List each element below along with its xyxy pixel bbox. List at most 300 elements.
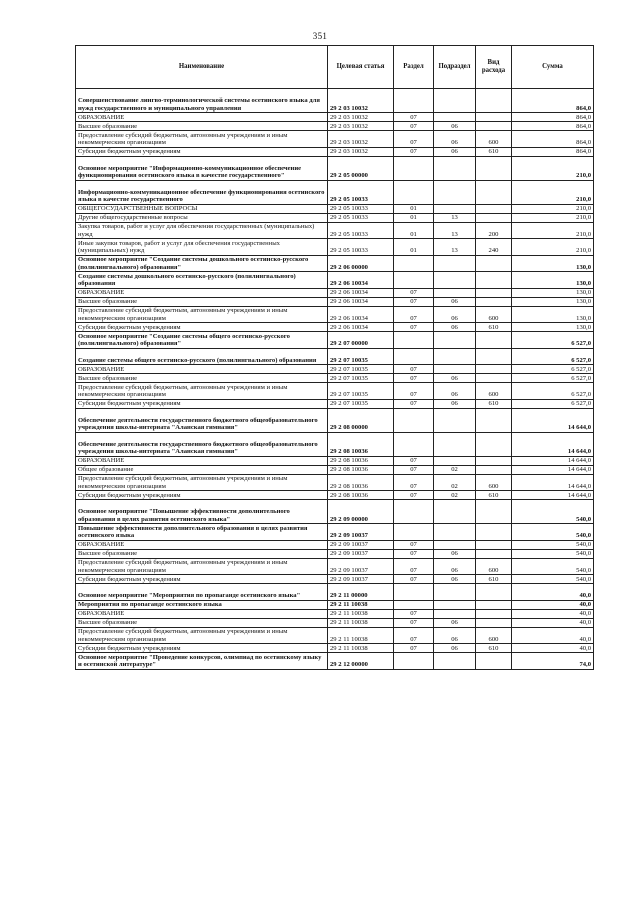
row-subsection-cell bbox=[434, 348, 476, 365]
table-row bbox=[76, 644, 594, 653]
table-row bbox=[76, 465, 594, 474]
row-code-cell: 29 2 08 10036 bbox=[328, 432, 394, 456]
row-subsection-cell: 06 bbox=[434, 297, 476, 306]
row-section-cell bbox=[394, 600, 434, 609]
table-row bbox=[76, 204, 594, 213]
row-expense-type-cell: 240 bbox=[476, 239, 512, 256]
row-section-cell: 07 bbox=[394, 147, 434, 156]
row-sum-cell: 210,0 bbox=[512, 180, 594, 204]
row-name-cell: Основное мероприятие "Информационно-коммуникационное обеспечение функционирования осетинского языка в качестве государственного" bbox=[76, 156, 328, 180]
row-name-cell: Основное мероприятие "Мероприятия по пропаганде осетинского языка" bbox=[76, 584, 328, 601]
row-section-cell bbox=[394, 180, 434, 204]
row-subsection-cell: 06 bbox=[434, 399, 476, 408]
row-section-cell bbox=[394, 332, 434, 349]
row-section-cell: 07 bbox=[394, 399, 434, 408]
row-subsection-cell bbox=[434, 180, 476, 204]
row-section-cell: 07 bbox=[394, 113, 434, 122]
row-sum-cell: 540,0 bbox=[512, 558, 594, 575]
row-subsection-cell bbox=[434, 540, 476, 549]
row-code-cell: 29 2 09 10037 bbox=[328, 524, 394, 541]
row-name-cell: Основное мероприятие "Создание системы общего осетинско-русского (полилингвального) образования" bbox=[76, 332, 328, 349]
row-section-cell: 07 bbox=[394, 540, 434, 549]
row-sum-cell: 6 527,0 bbox=[512, 348, 594, 365]
row-name-cell: Основное мероприятие "Проведение конкурсов, олимпиад по осетинскому языку и осетинской литературе" bbox=[76, 653, 328, 670]
row-code-cell: 29 2 05 10033 bbox=[328, 213, 394, 222]
row-subsection-cell bbox=[434, 332, 476, 349]
row-subsection-cell: 06 bbox=[434, 383, 476, 400]
row-section-cell: 07 bbox=[394, 306, 434, 323]
row-sum-cell: 74,0 bbox=[512, 653, 594, 670]
row-section-cell bbox=[394, 89, 434, 113]
row-expense-type-cell bbox=[476, 288, 512, 297]
row-name-cell: Обеспечение деятельности государственного бюджетного общеобразовательного учреждения школы-интерната "Аланская гимназия" bbox=[76, 408, 328, 432]
row-expense-type-cell: 600 bbox=[476, 474, 512, 491]
table-row bbox=[76, 575, 594, 584]
column-header-code: Целевая статья bbox=[328, 46, 394, 89]
row-subsection-cell bbox=[434, 156, 476, 180]
row-sum-cell: 210,0 bbox=[512, 156, 594, 180]
row-name-cell: Предоставление субсидий бюджетным, автономным учреждениям и иным некоммерческим организациям bbox=[76, 558, 328, 575]
table-row bbox=[76, 306, 594, 323]
row-subsection-cell: 06 bbox=[434, 627, 476, 644]
row-name-cell: Субсидии бюджетным учреждениям bbox=[76, 323, 328, 332]
row-subsection-cell bbox=[434, 365, 476, 374]
row-sum-cell: 210,0 bbox=[512, 239, 594, 256]
row-section-cell: 07 bbox=[394, 549, 434, 558]
row-sum-cell: 540,0 bbox=[512, 500, 594, 524]
row-code-cell: 29 2 09 10037 bbox=[328, 575, 394, 584]
row-code-cell: 29 2 09 00000 bbox=[328, 500, 394, 524]
row-section-cell: 07 bbox=[394, 558, 434, 575]
row-sum-cell: 40,0 bbox=[512, 627, 594, 644]
row-code-cell: 29 2 07 10035 bbox=[328, 399, 394, 408]
row-name-cell: ОБРАЗОВАНИЕ bbox=[76, 288, 328, 297]
row-expense-type-cell: 600 bbox=[476, 627, 512, 644]
row-section-cell bbox=[394, 255, 434, 272]
row-section-cell bbox=[394, 524, 434, 541]
row-expense-type-cell bbox=[476, 332, 512, 349]
row-expense-type-cell bbox=[476, 408, 512, 432]
table-row bbox=[76, 122, 594, 131]
row-code-cell: 29 2 05 10033 bbox=[328, 204, 394, 213]
table-row bbox=[76, 653, 594, 670]
row-code-cell: 29 2 07 00000 bbox=[328, 332, 394, 349]
row-code-cell: 29 2 03 10032 bbox=[328, 147, 394, 156]
row-name-cell: Предоставление субсидий бюджетным, автономным учреждениям и иным некоммерческим организациям bbox=[76, 306, 328, 323]
row-sum-cell: 540,0 bbox=[512, 549, 594, 558]
budget-table bbox=[75, 45, 594, 670]
row-section-cell bbox=[394, 653, 434, 670]
column-header-subsection: Подраздел bbox=[434, 46, 476, 89]
row-code-cell: 29 2 11 10038 bbox=[328, 627, 394, 644]
row-sum-cell: 6 527,0 bbox=[512, 374, 594, 383]
row-code-cell: 29 2 09 10037 bbox=[328, 540, 394, 549]
row-name-cell: Иные закупки товаров, работ и услуг для обеспечения государственных (муниципальных) нужд bbox=[76, 239, 328, 256]
row-section-cell: 01 bbox=[394, 204, 434, 213]
row-sum-cell: 130,0 bbox=[512, 306, 594, 323]
row-expense-type-cell: 610 bbox=[476, 399, 512, 408]
row-subsection-cell: 02 bbox=[434, 474, 476, 491]
row-expense-type-cell: 610 bbox=[476, 147, 512, 156]
row-name-cell: Высшее образование bbox=[76, 297, 328, 306]
row-code-cell: 29 2 12 00000 bbox=[328, 653, 394, 670]
row-name-cell: Субсидии бюджетным учреждениям bbox=[76, 147, 328, 156]
row-code-cell: 29 2 03 10032 bbox=[328, 89, 394, 113]
table-row bbox=[76, 540, 594, 549]
row-section-cell: 07 bbox=[394, 609, 434, 618]
row-subsection-cell bbox=[434, 89, 476, 113]
row-sum-cell: 864,0 bbox=[512, 147, 594, 156]
row-expense-type-cell bbox=[476, 180, 512, 204]
row-sum-cell: 540,0 bbox=[512, 524, 594, 541]
row-subsection-cell bbox=[434, 255, 476, 272]
row-code-cell: 29 2 03 10032 bbox=[328, 113, 394, 122]
row-code-cell: 29 2 06 10034 bbox=[328, 272, 394, 289]
row-section-cell: 07 bbox=[394, 644, 434, 653]
row-expense-type-cell: 610 bbox=[476, 491, 512, 500]
row-name-cell: Предоставление субсидий бюджетным, автономным учреждениям и иным некоммерческим организациям bbox=[76, 627, 328, 644]
row-name-cell: ОБРАЗОВАНИЕ bbox=[76, 540, 328, 549]
table-body bbox=[76, 89, 594, 670]
row-sum-cell: 130,0 bbox=[512, 255, 594, 272]
row-section-cell: 01 bbox=[394, 239, 434, 256]
row-name-cell: Субсидии бюджетным учреждениям bbox=[76, 491, 328, 500]
row-section-cell bbox=[394, 500, 434, 524]
table-row bbox=[76, 288, 594, 297]
row-sum-cell: 6 527,0 bbox=[512, 399, 594, 408]
row-sum-cell: 40,0 bbox=[512, 600, 594, 609]
row-section-cell: 07 bbox=[394, 618, 434, 627]
table-row bbox=[76, 584, 594, 601]
row-sum-cell: 864,0 bbox=[512, 113, 594, 122]
column-header-name: Наименование bbox=[76, 46, 328, 89]
row-sum-cell: 40,0 bbox=[512, 618, 594, 627]
table-row bbox=[76, 297, 594, 306]
row-name-cell: ОБРАЗОВАНИЕ bbox=[76, 609, 328, 618]
row-expense-type-cell: 200 bbox=[476, 222, 512, 239]
row-sum-cell: 40,0 bbox=[512, 584, 594, 601]
table-row bbox=[76, 156, 594, 180]
table-row bbox=[76, 113, 594, 122]
row-code-cell: 29 2 09 10037 bbox=[328, 549, 394, 558]
row-sum-cell: 40,0 bbox=[512, 644, 594, 653]
row-subsection-cell bbox=[434, 204, 476, 213]
row-subsection-cell bbox=[434, 524, 476, 541]
row-code-cell: 29 2 09 10037 bbox=[328, 558, 394, 575]
row-expense-type-cell bbox=[476, 549, 512, 558]
row-sum-cell: 6 527,0 bbox=[512, 383, 594, 400]
row-section-cell: 07 bbox=[394, 323, 434, 332]
row-expense-type-cell: 600 bbox=[476, 131, 512, 148]
row-section-cell: 07 bbox=[394, 288, 434, 297]
row-expense-type-cell bbox=[476, 465, 512, 474]
row-section-cell: 07 bbox=[394, 474, 434, 491]
row-expense-type-cell: 610 bbox=[476, 644, 512, 653]
row-code-cell: 29 2 06 10034 bbox=[328, 306, 394, 323]
row-section-cell: 07 bbox=[394, 627, 434, 644]
row-section-cell bbox=[394, 432, 434, 456]
row-expense-type-cell bbox=[476, 113, 512, 122]
row-code-cell: 29 2 03 10032 bbox=[328, 122, 394, 131]
table-row bbox=[76, 147, 594, 156]
row-name-cell: Обеспечение деятельности государственного бюджетного общеобразовательного учреждения школы-интерната "Аланская гимназия" bbox=[76, 432, 328, 456]
row-subsection-cell: 06 bbox=[434, 575, 476, 584]
row-name-cell: Предоставление субсидий бюджетным, автономным учреждениям и иным некоммерческим организациям bbox=[76, 131, 328, 148]
row-sum-cell: 130,0 bbox=[512, 288, 594, 297]
row-expense-type-cell bbox=[476, 122, 512, 131]
row-subsection-cell: 06 bbox=[434, 644, 476, 653]
row-sum-cell: 14 644,0 bbox=[512, 408, 594, 432]
row-sum-cell: 6 527,0 bbox=[512, 332, 594, 349]
table-row bbox=[76, 399, 594, 408]
table-row bbox=[76, 456, 594, 465]
row-expense-type-cell: 600 bbox=[476, 383, 512, 400]
row-expense-type-cell bbox=[476, 584, 512, 601]
row-subsection-cell: 13 bbox=[434, 213, 476, 222]
row-subsection-cell bbox=[434, 609, 476, 618]
row-code-cell: 29 2 11 10038 bbox=[328, 644, 394, 653]
row-name-cell: Предоставление субсидий бюджетным, автономным учреждениям и иным некоммерческим организациям bbox=[76, 383, 328, 400]
table-row bbox=[76, 600, 594, 609]
table-row bbox=[76, 239, 594, 256]
row-expense-type-cell bbox=[476, 618, 512, 627]
row-section-cell: 07 bbox=[394, 491, 434, 500]
row-expense-type-cell bbox=[476, 600, 512, 609]
row-subsection-cell bbox=[434, 600, 476, 609]
row-section-cell: 07 bbox=[394, 383, 434, 400]
row-code-cell: 29 2 07 10035 bbox=[328, 365, 394, 374]
row-subsection-cell bbox=[434, 272, 476, 289]
table-row bbox=[76, 374, 594, 383]
row-code-cell: 29 2 08 00000 bbox=[328, 408, 394, 432]
row-sum-cell: 14 644,0 bbox=[512, 465, 594, 474]
row-name-cell: ОБРАЗОВАНИЕ bbox=[76, 456, 328, 465]
row-code-cell: 29 2 07 10035 bbox=[328, 383, 394, 400]
row-section-cell bbox=[394, 348, 434, 365]
row-subsection-cell bbox=[434, 113, 476, 122]
row-name-cell: Высшее образование bbox=[76, 122, 328, 131]
row-subsection-cell: 06 bbox=[434, 618, 476, 627]
row-sum-cell: 130,0 bbox=[512, 272, 594, 289]
row-expense-type-cell: 600 bbox=[476, 306, 512, 323]
table-row bbox=[76, 432, 594, 456]
row-section-cell: 07 bbox=[394, 465, 434, 474]
row-code-cell: 29 2 11 10038 bbox=[328, 609, 394, 618]
row-expense-type-cell bbox=[476, 500, 512, 524]
row-code-cell: 29 2 06 10034 bbox=[328, 323, 394, 332]
table-row bbox=[76, 180, 594, 204]
row-subsection-cell: 02 bbox=[434, 465, 476, 474]
row-sum-cell: 130,0 bbox=[512, 297, 594, 306]
row-subsection-cell bbox=[434, 456, 476, 465]
row-expense-type-cell bbox=[476, 213, 512, 222]
row-code-cell: 29 2 05 10033 bbox=[328, 222, 394, 239]
row-code-cell: 29 2 05 00000 bbox=[328, 156, 394, 180]
row-sum-cell: 210,0 bbox=[512, 204, 594, 213]
row-name-cell: Основное мероприятие "Повышение эффективности дополнительного образования в целях развития осетинского языка" bbox=[76, 500, 328, 524]
table-row bbox=[76, 549, 594, 558]
column-header-expense-type: Вид расхода bbox=[476, 46, 512, 89]
row-subsection-cell: 06 bbox=[434, 131, 476, 148]
row-name-cell: Другие общегосударственные вопросы bbox=[76, 213, 328, 222]
row-sum-cell: 14 644,0 bbox=[512, 432, 594, 456]
row-sum-cell: 540,0 bbox=[512, 540, 594, 549]
page-number: 351 bbox=[312, 31, 328, 41]
row-expense-type-cell bbox=[476, 255, 512, 272]
row-sum-cell: 14 644,0 bbox=[512, 491, 594, 500]
table-row bbox=[76, 609, 594, 618]
row-code-cell: 29 2 06 10034 bbox=[328, 288, 394, 297]
table-row bbox=[76, 348, 594, 365]
row-code-cell: 29 2 08 10036 bbox=[328, 491, 394, 500]
row-code-cell: 29 2 08 10036 bbox=[328, 465, 394, 474]
row-subsection-cell bbox=[434, 288, 476, 297]
row-sum-cell: 6 527,0 bbox=[512, 365, 594, 374]
row-subsection-cell bbox=[434, 584, 476, 601]
row-code-cell: 29 2 06 10034 bbox=[328, 297, 394, 306]
table-row bbox=[76, 213, 594, 222]
row-section-cell: 07 bbox=[394, 365, 434, 374]
row-subsection-cell: 06 bbox=[434, 549, 476, 558]
row-code-cell: 29 2 08 10036 bbox=[328, 456, 394, 465]
row-sum-cell: 864,0 bbox=[512, 131, 594, 148]
table-header-row bbox=[76, 46, 594, 89]
table-row bbox=[76, 524, 594, 541]
row-section-cell: 07 bbox=[394, 131, 434, 148]
row-section-cell: 07 bbox=[394, 122, 434, 131]
row-sum-cell: 210,0 bbox=[512, 222, 594, 239]
row-sum-cell: 40,0 bbox=[512, 609, 594, 618]
row-expense-type-cell bbox=[476, 365, 512, 374]
table-row bbox=[76, 131, 594, 148]
row-code-cell: 29 2 07 10035 bbox=[328, 348, 394, 365]
row-expense-type-cell bbox=[476, 156, 512, 180]
row-sum-cell: 540,0 bbox=[512, 575, 594, 584]
row-name-cell: Создание системы общего осетинско-русского (полилингвального) образования bbox=[76, 348, 328, 365]
table-row bbox=[76, 500, 594, 524]
row-section-cell bbox=[394, 408, 434, 432]
row-name-cell: Субсидии бюджетным учреждениям bbox=[76, 575, 328, 584]
table-row bbox=[76, 89, 594, 113]
row-expense-type-cell bbox=[476, 348, 512, 365]
table-row bbox=[76, 408, 594, 432]
row-subsection-cell bbox=[434, 500, 476, 524]
row-name-cell: Мероприятия по пропаганде осетинского языка bbox=[76, 600, 328, 609]
row-section-cell bbox=[394, 584, 434, 601]
row-section-cell bbox=[394, 156, 434, 180]
row-expense-type-cell bbox=[476, 297, 512, 306]
row-code-cell: 29 2 11 10038 bbox=[328, 618, 394, 627]
row-code-cell: 29 2 11 10038 bbox=[328, 600, 394, 609]
row-section-cell: 07 bbox=[394, 374, 434, 383]
row-section-cell: 01 bbox=[394, 222, 434, 239]
row-name-cell: Высшее образование bbox=[76, 618, 328, 627]
row-code-cell: 29 2 07 10035 bbox=[328, 374, 394, 383]
row-name-cell: Информационно-коммуникационное обеспечение функционирования осетинского языка в качестве государственного bbox=[76, 180, 328, 204]
table-row bbox=[76, 255, 594, 272]
row-code-cell: 29 2 11 00000 bbox=[328, 584, 394, 601]
row-subsection-cell: 13 bbox=[434, 222, 476, 239]
row-name-cell: Высшее образование bbox=[76, 549, 328, 558]
row-sum-cell: 864,0 bbox=[512, 89, 594, 113]
row-code-cell: 29 2 08 10036 bbox=[328, 474, 394, 491]
row-name-cell: ОБРАЗОВАНИЕ bbox=[76, 365, 328, 374]
row-section-cell: 07 bbox=[394, 575, 434, 584]
row-subsection-cell: 06 bbox=[434, 323, 476, 332]
row-expense-type-cell: 610 bbox=[476, 323, 512, 332]
row-expense-type-cell bbox=[476, 374, 512, 383]
row-subsection-cell: 06 bbox=[434, 374, 476, 383]
table-row bbox=[76, 474, 594, 491]
row-subsection-cell: 06 bbox=[434, 147, 476, 156]
table-row bbox=[76, 365, 594, 374]
row-expense-type-cell: 610 bbox=[476, 575, 512, 584]
row-section-cell: 07 bbox=[394, 297, 434, 306]
column-header-section: Раздел bbox=[394, 46, 434, 89]
table-row bbox=[76, 222, 594, 239]
row-expense-type-cell bbox=[476, 432, 512, 456]
row-sum-cell: 130,0 bbox=[512, 323, 594, 332]
row-sum-cell: 864,0 bbox=[512, 122, 594, 131]
row-name-cell: ОБРАЗОВАНИЕ bbox=[76, 113, 328, 122]
row-expense-type-cell bbox=[476, 89, 512, 113]
row-sum-cell: 210,0 bbox=[512, 213, 594, 222]
row-name-cell: Предоставление субсидий бюджетным, автономным учреждениям и иным некоммерческим организациям bbox=[76, 474, 328, 491]
table-row bbox=[76, 558, 594, 575]
row-name-cell: Субсидии бюджетным учреждениям bbox=[76, 644, 328, 653]
row-code-cell: 29 2 03 10032 bbox=[328, 131, 394, 148]
row-expense-type-cell: 600 bbox=[476, 558, 512, 575]
row-expense-type-cell bbox=[476, 456, 512, 465]
row-section-cell bbox=[394, 272, 434, 289]
column-header-sum: Сумма bbox=[512, 46, 594, 89]
row-expense-type-cell bbox=[476, 609, 512, 618]
table-row bbox=[76, 332, 594, 349]
row-subsection-cell: 06 bbox=[434, 558, 476, 575]
row-expense-type-cell bbox=[476, 540, 512, 549]
row-name-cell: Субсидии бюджетным учреждениям bbox=[76, 399, 328, 408]
row-name-cell: Высшее образование bbox=[76, 374, 328, 383]
row-name-cell: Закупка товаров, работ и услуг для обеспечения государственных (муниципальных) нужд bbox=[76, 222, 328, 239]
row-section-cell: 01 bbox=[394, 213, 434, 222]
table-row bbox=[76, 627, 594, 644]
row-subsection-cell: 02 bbox=[434, 491, 476, 500]
row-code-cell: 29 2 05 10033 bbox=[328, 239, 394, 256]
row-subsection-cell: 06 bbox=[434, 306, 476, 323]
row-name-cell: Общее образование bbox=[76, 465, 328, 474]
row-name-cell: ОБЩЕГОСУДАРСТВЕННЫЕ ВОПРОСЫ bbox=[76, 204, 328, 213]
row-section-cell: 07 bbox=[394, 456, 434, 465]
table-row bbox=[76, 618, 594, 627]
row-expense-type-cell bbox=[476, 524, 512, 541]
row-subsection-cell bbox=[434, 432, 476, 456]
row-name-cell: Основное мероприятие "Создание системы дошкольного осетинско-русского (полилингвального) образования" bbox=[76, 255, 328, 272]
row-name-cell: Повышение эффективности дополнительного образования в целях развития осетинского языка bbox=[76, 524, 328, 541]
row-name-cell: Совершенствование лингво-терминологической системы осетинского языка для нужд государственного и муниципального управления bbox=[76, 89, 328, 113]
row-sum-cell: 14 644,0 bbox=[512, 456, 594, 465]
row-sum-cell: 14 644,0 bbox=[512, 474, 594, 491]
table-row bbox=[76, 383, 594, 400]
row-expense-type-cell bbox=[476, 653, 512, 670]
row-code-cell: 29 2 06 00000 bbox=[328, 255, 394, 272]
table-row bbox=[76, 491, 594, 500]
row-name-cell: Создание системы дошкольного осетинско-русского (полилингвального) образования bbox=[76, 272, 328, 289]
row-subsection-cell: 06 bbox=[434, 122, 476, 131]
row-expense-type-cell bbox=[476, 204, 512, 213]
row-subsection-cell: 13 bbox=[434, 239, 476, 256]
row-expense-type-cell bbox=[476, 272, 512, 289]
table-row bbox=[76, 323, 594, 332]
